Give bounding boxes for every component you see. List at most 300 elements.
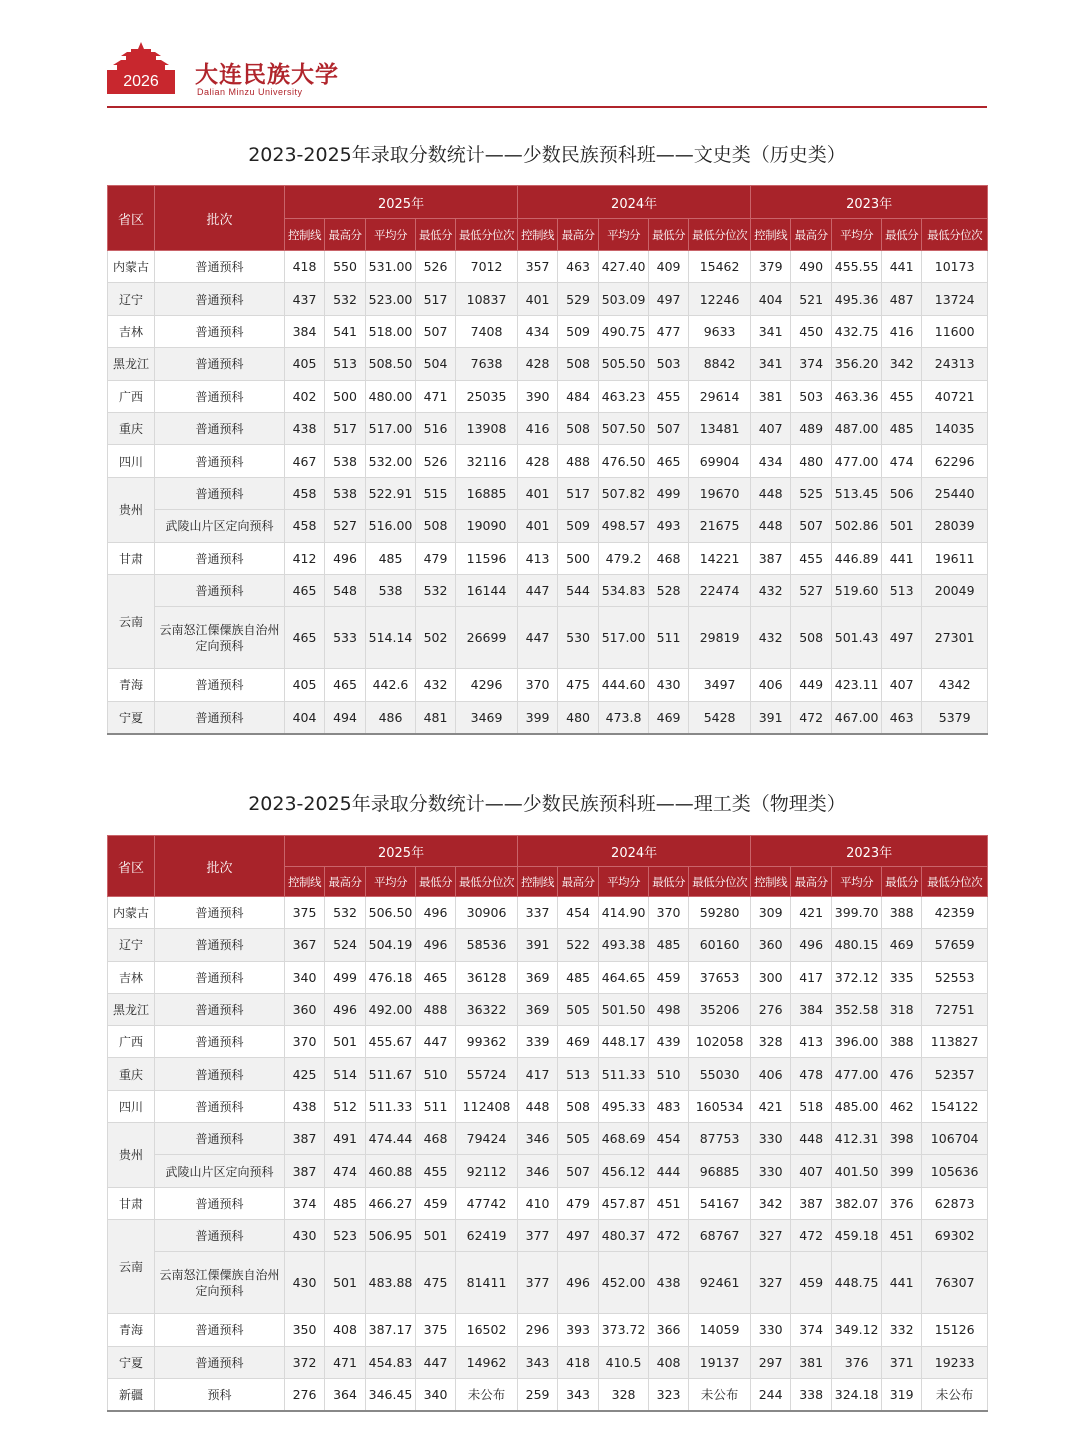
column-header-metric: 控制线 <box>751 867 791 897</box>
score-cell: 421 <box>751 1090 791 1122</box>
table-row <box>108 348 988 380</box>
score-cell: 62419 <box>456 1219 518 1251</box>
score-cell: 506 <box>882 477 922 509</box>
score-cell: 455.55 <box>832 251 882 283</box>
score-cell: 79424 <box>456 1123 518 1155</box>
score-cell: 13908 <box>456 412 518 444</box>
score-cell: 244 <box>751 1378 791 1410</box>
score-cell: 439 <box>649 1026 689 1058</box>
score-cell: 511.33 <box>366 1090 416 1122</box>
score-cell: 438 <box>649 1252 689 1314</box>
score-cell: 26699 <box>456 607 518 669</box>
score-cell: 530 <box>558 607 599 669</box>
score-cell: 467.00 <box>832 701 882 733</box>
score-cell: 438 <box>285 412 325 444</box>
batch-cell: 普通预科 <box>155 1058 285 1090</box>
province-cell: 新疆 <box>108 1378 155 1410</box>
score-cell: 458 <box>285 510 325 542</box>
score-cell: 58536 <box>456 929 518 961</box>
score-cell: 513 <box>325 348 366 380</box>
table-row <box>108 1378 988 1410</box>
batch-cell: 普通预科 <box>155 574 285 606</box>
score-cell: 370 <box>518 669 558 701</box>
score-cell: 484 <box>558 380 599 412</box>
score-cell: 387 <box>791 1187 832 1219</box>
score-cell: 444.60 <box>599 669 649 701</box>
score-cell: 327 <box>751 1219 791 1251</box>
score-cell: 510 <box>416 1058 456 1090</box>
column-header-metric: 最高分 <box>558 219 599 251</box>
score-cell: 468.69 <box>599 1123 649 1155</box>
score-cell: 21675 <box>689 510 751 542</box>
score-cell: 532 <box>325 283 366 315</box>
score-cell: 528 <box>649 574 689 606</box>
batch-cell: 普通预科 <box>155 477 285 509</box>
score-cell: 503 <box>791 380 832 412</box>
table-row <box>108 315 988 347</box>
score-cell: 55724 <box>456 1058 518 1090</box>
score-cell: 335 <box>882 961 922 993</box>
province-cell: 广西 <box>108 380 155 412</box>
score-cell: 516 <box>416 412 456 444</box>
score-cell: 548 <box>325 574 366 606</box>
column-header-metric: 控制线 <box>518 867 558 897</box>
batch-cell: 云南怒江傈僳族自治州定向预科 <box>155 1252 285 1314</box>
score-cell: 346 <box>518 1155 558 1187</box>
table-row <box>108 1252 988 1314</box>
score-cell: 478 <box>791 1058 832 1090</box>
score-cell: 374 <box>791 1314 832 1346</box>
score-cell: 102058 <box>689 1026 751 1058</box>
score-cell: 519.60 <box>832 574 882 606</box>
score-cell: 3469 <box>456 701 518 733</box>
column-header-metric: 最高分 <box>325 867 366 897</box>
score-cell: 388 <box>882 897 922 929</box>
table-row <box>108 380 988 412</box>
score-cell: 398 <box>882 1123 922 1155</box>
score-cell: 448 <box>518 1090 558 1122</box>
province-cell: 四川 <box>108 1090 155 1122</box>
score-cell: 387 <box>285 1123 325 1155</box>
score-cell: 8842 <box>689 348 751 380</box>
score-cell: 未公布 <box>922 1378 988 1410</box>
score-cell: 54167 <box>689 1187 751 1219</box>
score-cell: 455 <box>649 380 689 412</box>
batch-cell: 普通预科 <box>155 1346 285 1378</box>
score-cell: 87753 <box>689 1123 751 1155</box>
logo-year: 2026 <box>107 70 175 94</box>
column-header-metric: 最低分位次 <box>689 867 751 897</box>
province-cell: 内蒙古 <box>108 251 155 283</box>
score-cell: 494 <box>325 701 366 733</box>
score-cell: 352.58 <box>832 993 882 1025</box>
score-cell: 408 <box>649 1346 689 1378</box>
score-cell: 374 <box>285 1187 325 1219</box>
score-cell: 479 <box>416 542 456 574</box>
score-cell: 496 <box>558 1252 599 1314</box>
score-cell: 375 <box>416 1314 456 1346</box>
score-cell: 69302 <box>922 1219 988 1251</box>
column-header-year: 2023年 <box>751 186 988 219</box>
score-cell: 497 <box>649 283 689 315</box>
score-cell: 113827 <box>922 1026 988 1058</box>
score-cell: 324.18 <box>832 1378 882 1410</box>
score-cell: 412 <box>285 542 325 574</box>
table-row <box>108 251 988 283</box>
score-table <box>107 835 988 1412</box>
score-cell: 391 <box>751 701 791 733</box>
score-cell: 496 <box>325 542 366 574</box>
score-cell: 468 <box>649 542 689 574</box>
score-cell: 430 <box>285 1252 325 1314</box>
score-cell: 507 <box>791 510 832 542</box>
score-cell: 447 <box>518 607 558 669</box>
batch-cell: 武陵山片区定向预科 <box>155 510 285 542</box>
table-row <box>108 283 988 315</box>
score-cell: 339 <box>518 1026 558 1058</box>
score-cell: 300 <box>751 961 791 993</box>
score-cell: 338 <box>791 1378 832 1410</box>
score-cell: 444 <box>649 1155 689 1187</box>
score-cell: 330 <box>751 1314 791 1346</box>
score-cell: 387.17 <box>366 1314 416 1346</box>
table-row <box>108 1058 988 1090</box>
score-cell: 513 <box>882 574 922 606</box>
score-cell: 532 <box>416 574 456 606</box>
province-cell: 辽宁 <box>108 283 155 315</box>
score-cell: 508 <box>558 412 599 444</box>
province-cell: 青海 <box>108 1314 155 1346</box>
score-cell: 475 <box>558 669 599 701</box>
score-cell: 160534 <box>689 1090 751 1122</box>
score-cell: 455 <box>791 542 832 574</box>
score-cell: 507.50 <box>599 412 649 444</box>
score-cell: 404 <box>285 701 325 733</box>
province-cell: 宁夏 <box>108 1346 155 1378</box>
column-header-metric: 最低分 <box>416 219 456 251</box>
score-cell: 346 <box>518 1123 558 1155</box>
column-header-metric: 平均分 <box>832 219 882 251</box>
score-cell: 62296 <box>922 445 988 477</box>
score-cell: 432.75 <box>832 315 882 347</box>
score-cell: 393 <box>558 1314 599 1346</box>
score-cell: 405 <box>285 348 325 380</box>
score-cell: 25440 <box>922 477 988 509</box>
batch-cell: 普通预科 <box>155 1090 285 1122</box>
score-cell: 24313 <box>922 348 988 380</box>
batch-cell: 普通预科 <box>155 1314 285 1346</box>
score-cell: 448 <box>751 477 791 509</box>
score-cell: 456.12 <box>599 1155 649 1187</box>
score-cell: 451 <box>649 1187 689 1219</box>
score-cell: 485 <box>882 412 922 444</box>
score-cell: 511.33 <box>599 1058 649 1090</box>
score-cell: 480.15 <box>832 929 882 961</box>
score-cell: 465 <box>285 574 325 606</box>
table-row <box>108 961 988 993</box>
score-cell: 366 <box>649 1314 689 1346</box>
score-cell: 501.50 <box>599 993 649 1025</box>
score-cell: 52553 <box>922 961 988 993</box>
score-cell: 14035 <box>922 412 988 444</box>
score-cell: 13724 <box>922 283 988 315</box>
column-header-metric: 最低分 <box>649 219 689 251</box>
header-row <box>108 836 988 867</box>
column-header-metric: 平均分 <box>599 219 649 251</box>
score-cell: 401 <box>518 510 558 542</box>
score-cell: 505 <box>558 1123 599 1155</box>
score-cell: 37653 <box>689 961 751 993</box>
score-cell: 370 <box>285 1026 325 1058</box>
score-cell: 533 <box>325 607 366 669</box>
column-header-metric: 最高分 <box>791 219 832 251</box>
score-cell: 27301 <box>922 607 988 669</box>
column-header-metric: 最低分位次 <box>456 867 518 897</box>
score-cell: 473.8 <box>599 701 649 733</box>
score-cell: 375 <box>285 897 325 929</box>
batch-cell: 武陵山片区定向预科 <box>155 1155 285 1187</box>
column-header-metric: 最低分 <box>882 867 922 897</box>
score-cell: 518.00 <box>366 315 416 347</box>
score-cell: 477 <box>649 315 689 347</box>
score-cell: 未公布 <box>689 1378 751 1410</box>
score-cell: 517 <box>416 283 456 315</box>
score-cell: 457.87 <box>599 1187 649 1219</box>
score-cell: 463.23 <box>599 380 649 412</box>
score-cell: 458 <box>285 477 325 509</box>
score-cell: 47742 <box>456 1187 518 1219</box>
score-cell: 510 <box>649 1058 689 1090</box>
score-cell: 448 <box>791 1123 832 1155</box>
score-cell: 11596 <box>456 542 518 574</box>
score-cell: 526 <box>416 445 456 477</box>
score-cell: 516.00 <box>366 510 416 542</box>
batch-cell: 普通预科 <box>155 929 285 961</box>
batch-cell: 普通预科 <box>155 348 285 380</box>
score-cell: 487 <box>882 283 922 315</box>
score-cell: 489 <box>791 412 832 444</box>
score-cell: 522 <box>558 929 599 961</box>
score-cell: 450 <box>791 315 832 347</box>
score-cell: 459 <box>416 1187 456 1219</box>
score-cell: 474 <box>325 1155 366 1187</box>
province-cell: 黑龙江 <box>108 993 155 1025</box>
batch-cell: 普通预科 <box>155 283 285 315</box>
score-cell: 497 <box>558 1219 599 1251</box>
column-header-metric: 平均分 <box>366 867 416 897</box>
score-cell: 471 <box>325 1346 366 1378</box>
score-cell: 387 <box>285 1155 325 1187</box>
score-cell: 19137 <box>689 1346 751 1378</box>
score-cell: 476.50 <box>599 445 649 477</box>
score-cell: 496 <box>325 993 366 1025</box>
score-cell: 525 <box>791 477 832 509</box>
score-cell: 377 <box>518 1219 558 1251</box>
score-cell: 16502 <box>456 1314 518 1346</box>
score-cell: 14221 <box>689 542 751 574</box>
score-cell: 4342 <box>922 669 988 701</box>
score-cell: 523 <box>325 1219 366 1251</box>
score-cell: 36128 <box>456 961 518 993</box>
table-title: 2023-2025年录取分数统计——少数民族预科班——文史类（历史类） <box>248 144 846 166</box>
column-header-batch: 批次 <box>155 836 285 897</box>
column-header-metric: 最高分 <box>558 867 599 897</box>
score-cell: 475 <box>416 1252 456 1314</box>
table-row <box>108 1155 988 1187</box>
score-cell: 405 <box>285 669 325 701</box>
score-cell: 12246 <box>689 283 751 315</box>
score-cell: 340 <box>285 961 325 993</box>
score-cell: 459 <box>649 961 689 993</box>
batch-cell: 普通预科 <box>155 961 285 993</box>
column-header-metric: 最高分 <box>791 867 832 897</box>
score-cell: 349.12 <box>832 1314 882 1346</box>
table-row <box>108 1090 988 1122</box>
score-cell: 488 <box>558 445 599 477</box>
score-cell: 472 <box>791 701 832 733</box>
score-cell: 498 <box>649 993 689 1025</box>
column-header-metric: 最低分位次 <box>456 219 518 251</box>
score-cell: 406 <box>751 1058 791 1090</box>
score-cell: 427.40 <box>599 251 649 283</box>
score-cell: 416 <box>882 315 922 347</box>
score-cell: 467 <box>285 445 325 477</box>
score-cell: 19090 <box>456 510 518 542</box>
score-cell: 430 <box>649 669 689 701</box>
province-cell: 吉林 <box>108 961 155 993</box>
score-cell: 497 <box>882 607 922 669</box>
score-cell: 396.00 <box>832 1026 882 1058</box>
score-cell: 487.00 <box>832 412 882 444</box>
score-cell: 112408 <box>456 1090 518 1122</box>
score-cell: 328 <box>599 1378 649 1410</box>
score-cell: 377 <box>518 1252 558 1314</box>
score-cell: 455.67 <box>366 1026 416 1058</box>
score-cell: 76307 <box>922 1252 988 1314</box>
score-cell: 421 <box>791 897 832 929</box>
score-cell: 460.88 <box>366 1155 416 1187</box>
score-cell: 483.88 <box>366 1252 416 1314</box>
score-cell: 276 <box>751 993 791 1025</box>
batch-cell: 普通预科 <box>155 412 285 444</box>
score-cell: 32116 <box>456 445 518 477</box>
score-cell: 463 <box>882 701 922 733</box>
score-cell: 508 <box>791 607 832 669</box>
table-row <box>108 897 988 929</box>
score-cell: 373.72 <box>599 1314 649 1346</box>
score-cell: 485 <box>325 1187 366 1219</box>
table-row <box>108 1219 988 1251</box>
score-cell: 526 <box>416 251 456 283</box>
score-cell: 428 <box>518 348 558 380</box>
score-cell: 60160 <box>689 929 751 961</box>
score-cell: 406 <box>751 669 791 701</box>
score-cell: 341 <box>751 315 791 347</box>
score-cell: 455 <box>416 1155 456 1187</box>
score-cell: 492.00 <box>366 993 416 1025</box>
score-cell: 28039 <box>922 510 988 542</box>
table-row <box>108 1026 988 1058</box>
column-header-province: 省区 <box>108 186 155 251</box>
score-cell: 72751 <box>922 993 988 1025</box>
score-cell: 68767 <box>689 1219 751 1251</box>
score-cell: 476.18 <box>366 961 416 993</box>
score-cell: 10173 <box>922 251 988 283</box>
column-header-metric: 平均分 <box>599 867 649 897</box>
score-cell: 531.00 <box>366 251 416 283</box>
score-cell: 29614 <box>689 380 751 412</box>
score-cell: 372.12 <box>832 961 882 993</box>
score-cell: 508 <box>416 510 456 542</box>
score-cell: 327 <box>751 1252 791 1314</box>
score-cell: 515 <box>416 477 456 509</box>
score-cell: 463.36 <box>832 380 882 412</box>
score-cell: 379 <box>751 251 791 283</box>
score-cell: 472 <box>791 1219 832 1251</box>
column-header-year: 2024年 <box>518 186 751 219</box>
score-cell: 508 <box>558 348 599 380</box>
score-cell: 409 <box>649 251 689 283</box>
score-cell: 485 <box>649 929 689 961</box>
score-cell: 507.82 <box>599 477 649 509</box>
score-cell: 360 <box>751 929 791 961</box>
score-cell: 446.89 <box>832 542 882 574</box>
province-cell: 辽宁 <box>108 929 155 961</box>
score-cell: 448.17 <box>599 1026 649 1058</box>
batch-cell: 预科 <box>155 1378 285 1410</box>
province-cell: 黑龙江 <box>108 348 155 380</box>
score-cell: 466.27 <box>366 1187 416 1219</box>
batch-cell: 普通预科 <box>155 380 285 412</box>
score-cell: 498.57 <box>599 510 649 542</box>
score-cell: 330 <box>751 1155 791 1187</box>
university-name-en: Dalian Minzu University <box>197 87 303 97</box>
score-cell: 20049 <box>922 574 988 606</box>
score-cell: 未公布 <box>456 1378 518 1410</box>
score-cell: 485 <box>558 961 599 993</box>
score-cell: 469 <box>558 1026 599 1058</box>
column-header-year: 2023年 <box>751 836 988 867</box>
score-cell: 356.20 <box>832 348 882 380</box>
score-cell: 42359 <box>922 897 988 929</box>
score-cell: 495.33 <box>599 1090 649 1122</box>
table-row <box>108 412 988 444</box>
score-cell: 513 <box>558 1058 599 1090</box>
batch-cell: 普通预科 <box>155 1219 285 1251</box>
score-cell: 376 <box>882 1187 922 1219</box>
score-cell: 509 <box>558 510 599 542</box>
score-cell: 14962 <box>456 1346 518 1378</box>
column-header-metric: 平均分 <box>366 219 416 251</box>
column-header-metric: 最低分 <box>416 867 456 897</box>
score-cell: 454 <box>649 1123 689 1155</box>
province-cell: 广西 <box>108 1026 155 1058</box>
batch-cell: 云南怒江傈僳族自治州定向预科 <box>155 607 285 669</box>
score-cell: 517 <box>558 477 599 509</box>
score-cell: 432 <box>751 607 791 669</box>
table-row <box>108 1346 988 1378</box>
province-cell: 青海 <box>108 669 155 701</box>
score-cell: 384 <box>791 993 832 1025</box>
score-cell: 372 <box>285 1346 325 1378</box>
score-cell: 407 <box>882 669 922 701</box>
column-header-metric: 控制线 <box>751 219 791 251</box>
score-cell: 381 <box>751 380 791 412</box>
province-cell: 甘肃 <box>108 1187 155 1219</box>
score-cell: 5379 <box>922 701 988 733</box>
score-cell: 413 <box>518 542 558 574</box>
score-cell: 490 <box>791 251 832 283</box>
